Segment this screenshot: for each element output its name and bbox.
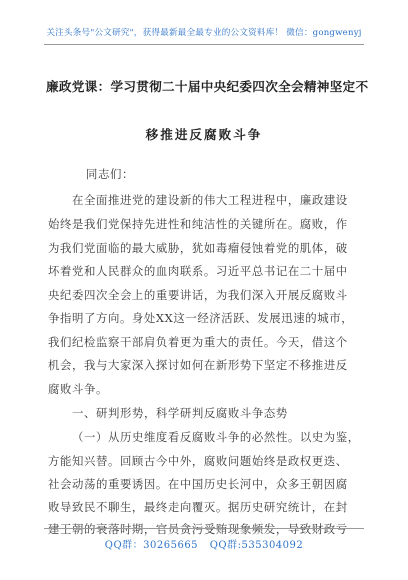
- body-line: 争指明了方向。身处XX这一经济活跃、发展迅速的城市，: [48, 311, 354, 325]
- subsection-line: （一）从历史维度看反腐败斗争的必然性。以史为鉴，: [72, 430, 360, 444]
- body-line: 腐败斗争。: [48, 382, 108, 396]
- subsection-line: 败导致民不聊生，最终走向覆灭。据历史研究统计，在封: [48, 500, 348, 514]
- body-line: 我们纪检监察干部肩负着更为重大的责任。今天，借这个: [48, 335, 348, 349]
- body-line: 机会，我与大家深入探讨如何在新形势下坚定不移推进反: [48, 358, 348, 372]
- section-heading: 一、研判形势，科学研判反腐败斗争态势: [72, 406, 288, 420]
- footer-divider: [44, 528, 364, 529]
- document-title-line-2: 移推进反腐败斗争: [145, 127, 263, 142]
- body-line: 坏着党和人民群众的血肉联系。习近平总书记在二十届中: [48, 264, 348, 278]
- header-divider: [44, 44, 364, 45]
- body-line: 为我们党面临的最大威胁，犹如毒瘤侵蚀着党的肌体，破: [48, 241, 348, 255]
- header-promo-note: 关注头条号"公文研究"，获得最新最全最专业的公文资料库！ 微信：gongwenyj: [46, 28, 362, 38]
- subsection-line: 社会动荡的重要诱因。在中国历史长河中，众多王朝因腐: [48, 477, 348, 491]
- subsection-line: 建王朝的衰落时期，官员贪污受贿现象频发，导致财政亏: [48, 522, 348, 536]
- body-line: 在全面推进党的建设新的伟大工程进程中，廉政建设: [72, 193, 348, 207]
- footer-qq-groups: QQ群：30265665 QQ群:535304092: [104, 540, 304, 551]
- body-line: 央纪委四次全会上的重要讲话，为我们深入开展反腐败斗: [48, 288, 348, 302]
- subsection-line: 方能知兴替。回顾古今中外，腐败问题始终是政权更迭、: [48, 454, 348, 468]
- salutation: 同志们：: [86, 167, 134, 181]
- body-line: 始终是我们党保持先进性和纯洁性的关键所在。腐败，作: [48, 217, 348, 231]
- document-title-line-1: 廉政党课：学习贯彻二十届中央纪委四次全会精神坚定不: [46, 79, 369, 94]
